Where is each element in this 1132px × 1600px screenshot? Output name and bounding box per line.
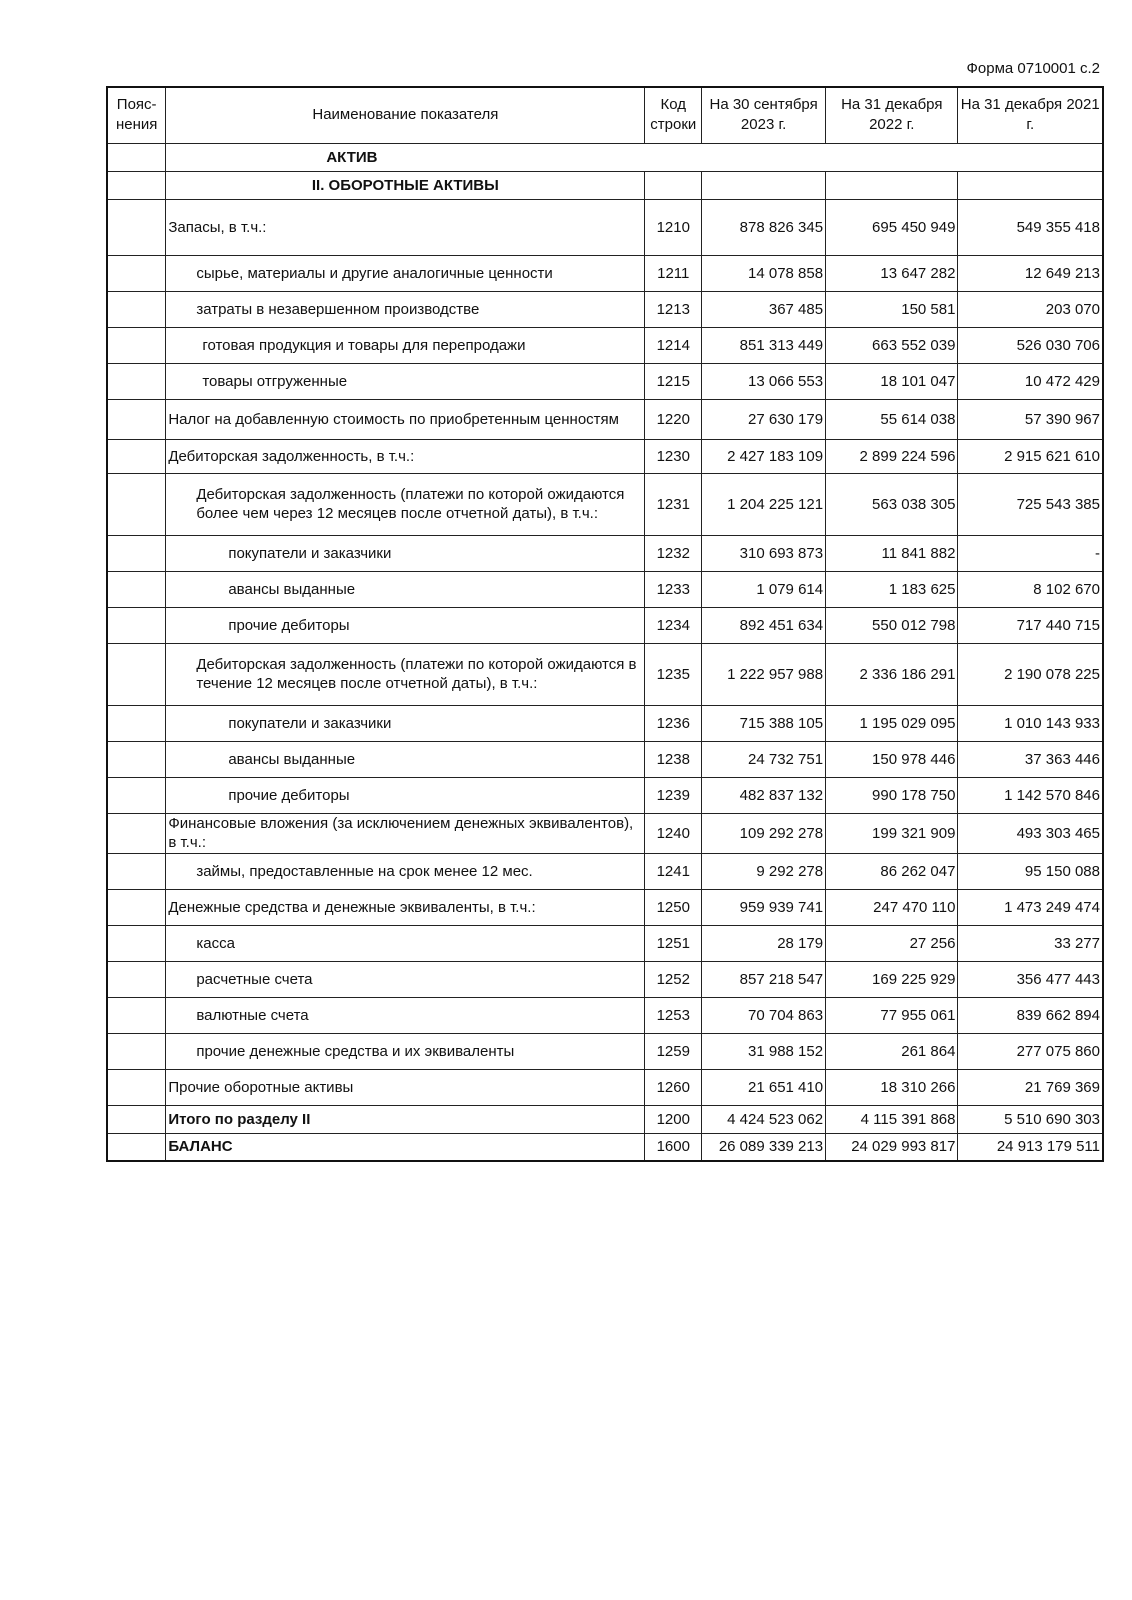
notes-cell: [107, 997, 166, 1033]
table-row: [107, 961, 1103, 997]
value-2023-09-30: 878 826 345: [702, 199, 826, 255]
line-code: 1260: [645, 1069, 702, 1105]
value-2022-12-31: 2 336 186 291: [826, 643, 958, 705]
value-2022-12-31: 55 614 038: [826, 399, 958, 439]
table-row: [107, 705, 1103, 741]
header-period-2023: На 30 сентября 2023 г.: [702, 87, 826, 143]
value-2021-12-31: 725 543 385: [958, 473, 1103, 535]
line-code: 1211: [645, 255, 702, 291]
notes-cell: [107, 889, 166, 925]
notes-cell: [107, 741, 166, 777]
table-row: [107, 473, 1103, 535]
line-code: 1200: [645, 1105, 702, 1133]
notes-cell: [107, 925, 166, 961]
indicator-name: затраты в незавершенном производстве: [166, 291, 645, 327]
indicator-name: Финансовые вложения (за исключением денежных эквивалентов), в т.ч.:: [166, 813, 645, 853]
indicator-name: прочие денежные средства и их эквиваленты: [166, 1033, 645, 1069]
indicator-name: готовая продукция и товары для перепродажи: [166, 327, 645, 363]
value-2021-12-31: 1 142 570 846: [958, 777, 1103, 813]
table-row: [107, 399, 1103, 439]
indicator-name: покупатели и заказчики: [166, 705, 645, 741]
notes-cell: [107, 143, 166, 171]
line-code: 1213: [645, 291, 702, 327]
value-2021-12-31: 2 190 078 225: [958, 643, 1103, 705]
value-2023-09-30: 14 078 858: [702, 255, 826, 291]
value-2022-12-31: 563 038 305: [826, 473, 958, 535]
line-code: 1251: [645, 925, 702, 961]
table-row: [107, 741, 1103, 777]
line-code: 1600: [645, 1133, 702, 1161]
value-2021-12-31: 203 070: [958, 291, 1103, 327]
balance-sheet-table: [106, 86, 1104, 1162]
value-2023-09-30: 367 485: [702, 291, 826, 327]
value-2022-12-31: 150 581: [826, 291, 958, 327]
value-2022-12-31: 1 195 029 095: [826, 705, 958, 741]
form-reference: Форма 0710001 с.2: [966, 60, 1100, 77]
line-code: 1214: [645, 327, 702, 363]
value-2022-12-31: 990 178 750: [826, 777, 958, 813]
value-2021-12-31: 8 102 670: [958, 571, 1103, 607]
value-2021-12-31: 33 277: [958, 925, 1103, 961]
line-code: 1230: [645, 439, 702, 473]
value-2023-09-30: 851 313 449: [702, 327, 826, 363]
value-2021-12-31: 1 010 143 933: [958, 705, 1103, 741]
value-2023-09-30: 4 424 523 062: [702, 1105, 826, 1133]
table-row: [107, 777, 1103, 813]
line-code: 1236: [645, 705, 702, 741]
value-2021-12-31: [958, 171, 1103, 199]
notes-cell: [107, 813, 166, 853]
value-2022-12-31: 247 470 110: [826, 889, 958, 925]
indicator-name: Запасы, в т.ч.:: [166, 199, 645, 255]
value-2021-12-31: 493 303 465: [958, 813, 1103, 853]
notes-cell: [107, 705, 166, 741]
table-row: [107, 571, 1103, 607]
table-row: [107, 363, 1103, 399]
table-row: [107, 291, 1103, 327]
indicator-name: Итого по разделу II: [166, 1105, 645, 1133]
value-2023-09-30: 1 222 957 988: [702, 643, 826, 705]
value-2022-12-31: 1 183 625: [826, 571, 958, 607]
table-row: [107, 813, 1103, 853]
value-2022-12-31: 24 029 993 817: [826, 1133, 958, 1161]
value-2023-09-30: 892 451 634: [702, 607, 826, 643]
value-2023-09-30: 9 292 278: [702, 853, 826, 889]
value-2021-12-31: 57 390 967: [958, 399, 1103, 439]
header-indicator-name: Наименование показателя: [166, 87, 645, 143]
line-code: 1252: [645, 961, 702, 997]
value-2022-12-31: 18 310 266: [826, 1069, 958, 1105]
value-2021-12-31: 12 649 213: [958, 255, 1103, 291]
value-2022-12-31: 261 864: [826, 1033, 958, 1069]
value-2023-09-30: 70 704 863: [702, 997, 826, 1033]
indicator-name: Дебиторская задолженность (платежи по которой ожидаются более чем через 12 месяцев после отчетной даты), в т.ч.:: [166, 473, 645, 535]
notes-cell: [107, 535, 166, 571]
value-2023-09-30: [702, 171, 826, 199]
value-2023-09-30: 1 204 225 121: [702, 473, 826, 535]
value-2021-12-31: 277 075 860: [958, 1033, 1103, 1069]
line-code: 1235: [645, 643, 702, 705]
value-2023-09-30: 2 427 183 109: [702, 439, 826, 473]
value-2022-12-31: 150 978 446: [826, 741, 958, 777]
indicator-name: прочие дебиторы: [166, 607, 645, 643]
value-2021-12-31: -: [958, 535, 1103, 571]
table-row: [107, 439, 1103, 473]
indicator-name: авансы выданные: [166, 571, 645, 607]
value-2022-12-31: 4 115 391 868: [826, 1105, 958, 1133]
value-2023-09-30: 31 988 152: [702, 1033, 826, 1069]
value-2021-12-31: 356 477 443: [958, 961, 1103, 997]
line-code: 1259: [645, 1033, 702, 1069]
notes-cell: [107, 777, 166, 813]
line-code: 1220: [645, 399, 702, 439]
value-2023-09-30: 21 651 410: [702, 1069, 826, 1105]
value-2023-09-30: 310 693 873: [702, 535, 826, 571]
indicator-name: валютные счета: [166, 997, 645, 1033]
notes-cell: [107, 399, 166, 439]
line-code: [645, 171, 702, 199]
notes-cell: [107, 853, 166, 889]
value-2023-09-30: 13 066 553: [702, 363, 826, 399]
value-2022-12-31: 2 899 224 596: [826, 439, 958, 473]
line-code: 1232: [645, 535, 702, 571]
value-2022-12-31: 27 256: [826, 925, 958, 961]
value-2022-12-31: 77 955 061: [826, 997, 958, 1033]
indicator-name: Дебиторская задолженность (платежи по которой ожидаются в течение 12 месяцев после отчетной даты), в т.ч.:: [166, 643, 645, 705]
table-row: [107, 997, 1103, 1033]
value-2022-12-31: 18 101 047: [826, 363, 958, 399]
indicator-name: Прочие оборотные активы: [166, 1069, 645, 1105]
notes-cell: [107, 199, 166, 255]
value-2023-09-30: 1 079 614: [702, 571, 826, 607]
table-row: [107, 1133, 1103, 1161]
value-2021-12-31: 5 510 690 303: [958, 1105, 1103, 1133]
notes-cell: [107, 473, 166, 535]
value-2021-12-31: 10 472 429: [958, 363, 1103, 399]
indicator-name: покупатели и заказчики: [166, 535, 645, 571]
value-2022-12-31: 11 841 882: [826, 535, 958, 571]
indicator-name: товары отгруженные: [166, 363, 645, 399]
notes-cell: [107, 961, 166, 997]
value-2023-09-30: 857 218 547: [702, 961, 826, 997]
value-2021-12-31: 526 030 706: [958, 327, 1103, 363]
header-period-2022: На 31 декабря 2022 г.: [826, 87, 958, 143]
value-2021-12-31: 717 440 715: [958, 607, 1103, 643]
value-2021-12-31: 839 662 894: [958, 997, 1103, 1033]
value-2022-12-31: 86 262 047: [826, 853, 958, 889]
notes-cell: [107, 1069, 166, 1105]
table-row: [107, 171, 1103, 199]
line-code: 1233: [645, 571, 702, 607]
value-2023-09-30: 109 292 278: [702, 813, 826, 853]
table-row: [107, 255, 1103, 291]
notes-cell: [107, 363, 166, 399]
indicator-name: Денежные средства и денежные эквиваленты, в т.ч.:: [166, 889, 645, 925]
table-header-row: [107, 87, 1103, 143]
notes-cell: [107, 439, 166, 473]
table-row: [107, 853, 1103, 889]
indicator-name: касса: [166, 925, 645, 961]
line-code: 1215: [645, 363, 702, 399]
indicator-name: Налог на добавленную стоимость по приобретенным ценностям: [166, 399, 645, 439]
value-2021-12-31: 37 363 446: [958, 741, 1103, 777]
value-2023-09-30: 28 179: [702, 925, 826, 961]
indicator-name: авансы выданные: [166, 741, 645, 777]
value-2022-12-31: 663 552 039: [826, 327, 958, 363]
value-2021-12-31: 1 473 249 474: [958, 889, 1103, 925]
header-line-code: Код строки: [645, 87, 702, 143]
table-row: [107, 535, 1103, 571]
table-row: [107, 1033, 1103, 1069]
line-code: 1250: [645, 889, 702, 925]
line-code: 1234: [645, 607, 702, 643]
notes-cell: [107, 571, 166, 607]
line-code: 1231: [645, 473, 702, 535]
indicator-name: займы, предоставленные на срок менее 12 мес.: [166, 853, 645, 889]
line-code: 1241: [645, 853, 702, 889]
indicator-name: II. ОБОРОТНЫЕ АКТИВЫ: [166, 171, 645, 199]
value-2023-09-30: 26 089 339 213: [702, 1133, 826, 1161]
value-2023-09-30: 715 388 105: [702, 705, 826, 741]
value-2021-12-31: 2 915 621 610: [958, 439, 1103, 473]
header-notes: Пояс- нения: [107, 87, 166, 143]
table-row: [107, 889, 1103, 925]
value-2021-12-31: 21 769 369: [958, 1069, 1103, 1105]
value-2022-12-31: [826, 171, 958, 199]
value-2022-12-31: 13 647 282: [826, 255, 958, 291]
table-row: [107, 143, 1103, 171]
notes-cell: [107, 1133, 166, 1161]
table-row: [107, 607, 1103, 643]
table-row: [107, 925, 1103, 961]
value-2021-12-31: 549 355 418: [958, 199, 1103, 255]
line-code: 1253: [645, 997, 702, 1033]
value-2021-12-31: 24 913 179 511: [958, 1133, 1103, 1161]
line-code: 1238: [645, 741, 702, 777]
notes-cell: [107, 1033, 166, 1069]
notes-cell: [107, 1105, 166, 1133]
value-2023-09-30: 482 837 132: [702, 777, 826, 813]
table-row: [107, 199, 1103, 255]
notes-cell: [107, 255, 166, 291]
notes-cell: [107, 607, 166, 643]
value-2023-09-30: 959 939 741: [702, 889, 826, 925]
value-2022-12-31: 199 321 909: [826, 813, 958, 853]
table-row: [107, 1069, 1103, 1105]
value-2022-12-31: 695 450 949: [826, 199, 958, 255]
notes-cell: [107, 291, 166, 327]
indicator-name: Дебиторская задолженность, в т.ч.:: [166, 439, 645, 473]
table-row: [107, 327, 1103, 363]
indicator-name: БАЛАНС: [166, 1133, 645, 1161]
indicator-name: прочие дебиторы: [166, 777, 645, 813]
value-2023-09-30: 24 732 751: [702, 741, 826, 777]
value-2023-09-30: 27 630 179: [702, 399, 826, 439]
indicator-name: сырье, материалы и другие аналогичные ценности: [166, 255, 645, 291]
line-code: 1210: [645, 199, 702, 255]
notes-cell: [107, 643, 166, 705]
value-2022-12-31: 550 012 798: [826, 607, 958, 643]
line-code: 1240: [645, 813, 702, 853]
indicator-name: АКТИВ: [166, 143, 1103, 171]
notes-cell: [107, 327, 166, 363]
header-period-2021: На 31 декабря 2021 г.: [958, 87, 1103, 143]
line-code: 1239: [645, 777, 702, 813]
table-row: [107, 643, 1103, 705]
table-row: [107, 1105, 1103, 1133]
value-2022-12-31: 169 225 929: [826, 961, 958, 997]
value-2021-12-31: 95 150 088: [958, 853, 1103, 889]
notes-cell: [107, 171, 166, 199]
indicator-name: расчетные счета: [166, 961, 645, 997]
